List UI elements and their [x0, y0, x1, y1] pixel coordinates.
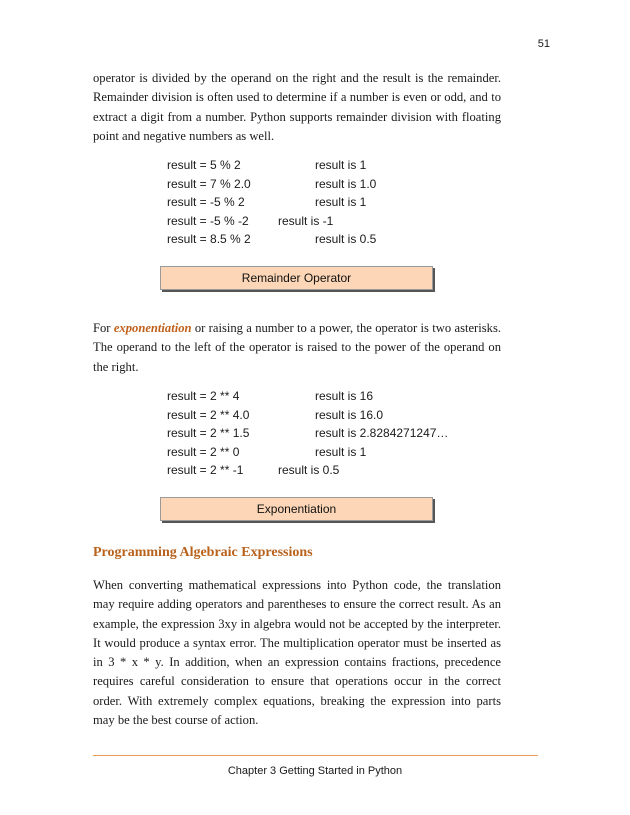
code-row [167, 193, 467, 212]
code-expression: result = 8.5 % 2 [167, 232, 251, 247]
code-result: result is 1 [315, 158, 367, 172]
code-row [167, 156, 467, 175]
code-result: result is 1 [315, 195, 367, 210]
footer-divider [93, 755, 538, 756]
code-row [167, 424, 467, 443]
code-result: result is 1 [315, 444, 367, 459]
code-expression: result = 2 ** 4 [167, 389, 240, 403]
code-result: result is 0.5 [278, 463, 340, 478]
chapter-footer: Chapter 3 Getting Started in Python [227, 765, 403, 777]
code-result: result is 2.8284271247… [315, 426, 449, 441]
remainder-code-examples [167, 156, 467, 249]
paragraph-text: or raising a number to a power, the operator is two asterisks. The operand to the left of the operator is raised to the power of the operand on the right. [93, 321, 501, 374]
code-result: result is 0.5 [315, 232, 377, 247]
code-result: result is 16 [315, 389, 374, 403]
paragraph-exponentiation [93, 319, 501, 377]
code-expression: result = 5 % 2 [167, 158, 241, 172]
page-number: 51 [537, 38, 550, 50]
code-expression: result = 7 % 2.0 [167, 176, 251, 191]
code-row [167, 212, 467, 231]
code-expression: result = 2 ** -1 [167, 463, 244, 478]
code-row [167, 406, 467, 425]
paragraph-remainder-intro: operator is divided by the operand on the right and the result is the remainder. Remainder division is often used to determine if a number is even or odd, and to extract a digit from a number. Python supports remainder division with floating point and negative numbers as well. [93, 71, 501, 143]
code-expression: result = -5 % 2 [167, 195, 245, 210]
exponentiation-term: exponentiation [113, 321, 192, 335]
code-expression: result = 2 ** 1.5 [167, 426, 250, 441]
remainder-operator-caption: Remainder Operator [160, 266, 433, 290]
code-result: result is 1.0 [315, 176, 377, 191]
code-expression: result = 2 ** 4.0 [167, 407, 250, 422]
code-row [167, 461, 467, 480]
code-row [167, 175, 467, 194]
code-expression: result = -5 % -2 [167, 213, 249, 228]
code-row [167, 387, 467, 406]
exponentiation-caption: Exponentiation [160, 497, 433, 521]
code-result: result is -1 [278, 213, 334, 228]
section-heading: Programming Algebraic Expressions [93, 545, 313, 560]
paragraph-text: For [93, 321, 114, 335]
code-row [167, 230, 467, 249]
code-expression: result = 2 ** 0 [167, 444, 240, 459]
paragraph-algebraic-expressions: When converting mathematical expressions into Python code, the translation may require adding operators and parentheses to ensure the correct result. As an example, the expression 3xy in algebra would not be accepted by the interpreter. It would produce a syntax error. The multiplication operator must be inserted as in 3 * x * y. In addition, when an expression contains fractions, precedence requires careful consideration to ensure that operations occur in the correct order. With extremely complex equations, breaking the expression into parts may be the best course of action. [93, 578, 501, 728]
code-row [167, 443, 467, 462]
code-result: result is 16.0 [315, 407, 384, 422]
exponent-code-examples [167, 387, 467, 480]
